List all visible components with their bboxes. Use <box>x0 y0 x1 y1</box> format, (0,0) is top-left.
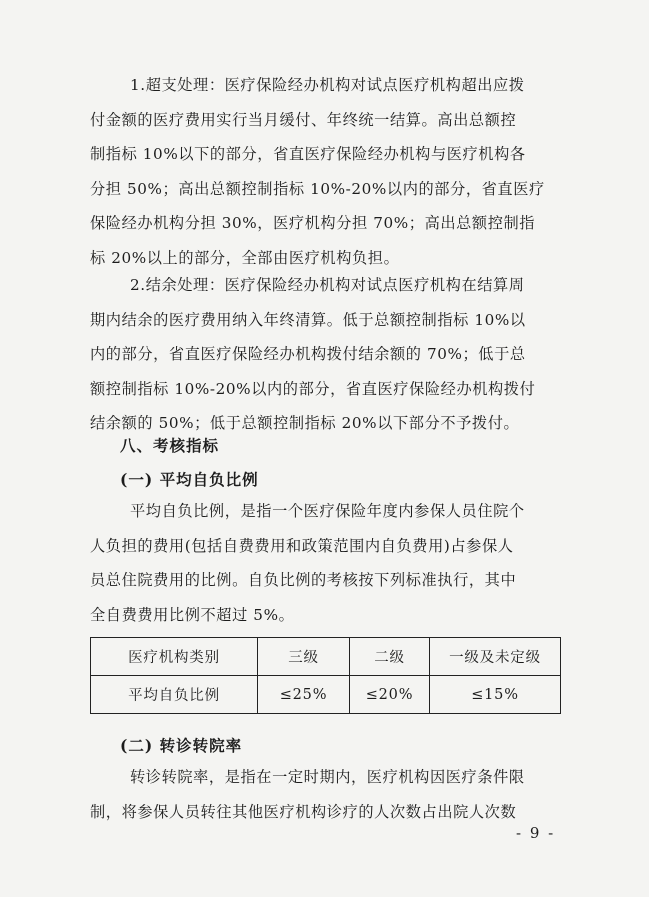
text-line: 平均自负比例，是指一个医疗保险年度内参保人员住院个 <box>130 502 525 520</box>
section-heading: 八、考核指标 <box>120 436 220 455</box>
text-line: 2.结余处理：医疗保险经办机构对试点医疗机构在结算周 <box>130 276 525 294</box>
table-row <box>91 676 561 714</box>
paragraph-surplus <box>90 268 560 441</box>
table-cell: 三级 <box>258 638 350 676</box>
text-line: 制，将参保人员转往其他医疗机构诊疗的人次数占出院人次数 <box>90 802 517 821</box>
paragraph-self-pay <box>90 494 560 632</box>
table-cell: 一级及未定级 <box>430 638 561 676</box>
text-line: 额控制指标 10%-20%以内的部分，省直医疗保险经办机构拨付 <box>90 379 536 398</box>
text-line: 付金额的医疗费用实行当月缓付、年终统一结算。高出总额控 <box>90 110 517 129</box>
subsection-heading: (二) 转诊转院率 <box>120 736 243 755</box>
text-line: 员总住院费用的比例。自负比例的考核按下列标准执行，其中 <box>90 571 517 589</box>
table-cell: ≤25% <box>258 676 350 714</box>
text-line: 结余额的 50%；低于总额控制指标 20%以下部分不予拨付。 <box>90 414 520 432</box>
text-line: 标 20%以上的部分，全部由医疗机构负担。 <box>90 248 400 267</box>
text-line: 期内结余的医疗费用纳入年终清算。低于总额控制指标 10%以 <box>90 310 526 329</box>
self-pay-ratio-table <box>90 637 561 714</box>
table-header-row <box>91 638 561 676</box>
table-cell: ≤20% <box>350 676 430 714</box>
text-line: 保险经办机构分担 30%，医疗机构分担 70%；高出总额控制指 <box>90 214 536 232</box>
text-line: 人负担的费用(包括自费费用和政策范围内自负费用)占参保人 <box>90 536 514 555</box>
page-number: - 9 - <box>516 824 556 842</box>
text-line: 1.超支处理：医疗保险经办机构对试点医疗机构超出应拨 <box>130 76 525 94</box>
text-line: 内的部分，省直医疗保险经办机构拨付结余额的 70%；低于总 <box>90 345 526 363</box>
paragraph-overspend <box>90 68 560 275</box>
table-cell: ≤15% <box>430 676 561 714</box>
subsection-heading: (一) 平均自负比例 <box>120 470 259 489</box>
text-line: 转诊转院率，是指在一定时期内，医疗机构因医疗条件限 <box>130 768 525 786</box>
table-cell: 医疗机构类别 <box>91 638 258 676</box>
text-line: 全自费费用比例不超过 5%。 <box>90 605 295 624</box>
text-line: 制指标 10%以下的部分，省直医疗保险经办机构与医疗机构各 <box>90 145 526 163</box>
text-line: 分担 50%；高出总额控制指标 10%-20%以内的部分，省直医疗 <box>90 179 545 198</box>
table-cell: 平均自负比例 <box>91 676 258 714</box>
paragraph-referral-rate <box>90 760 560 829</box>
table-cell: 二级 <box>350 638 430 676</box>
